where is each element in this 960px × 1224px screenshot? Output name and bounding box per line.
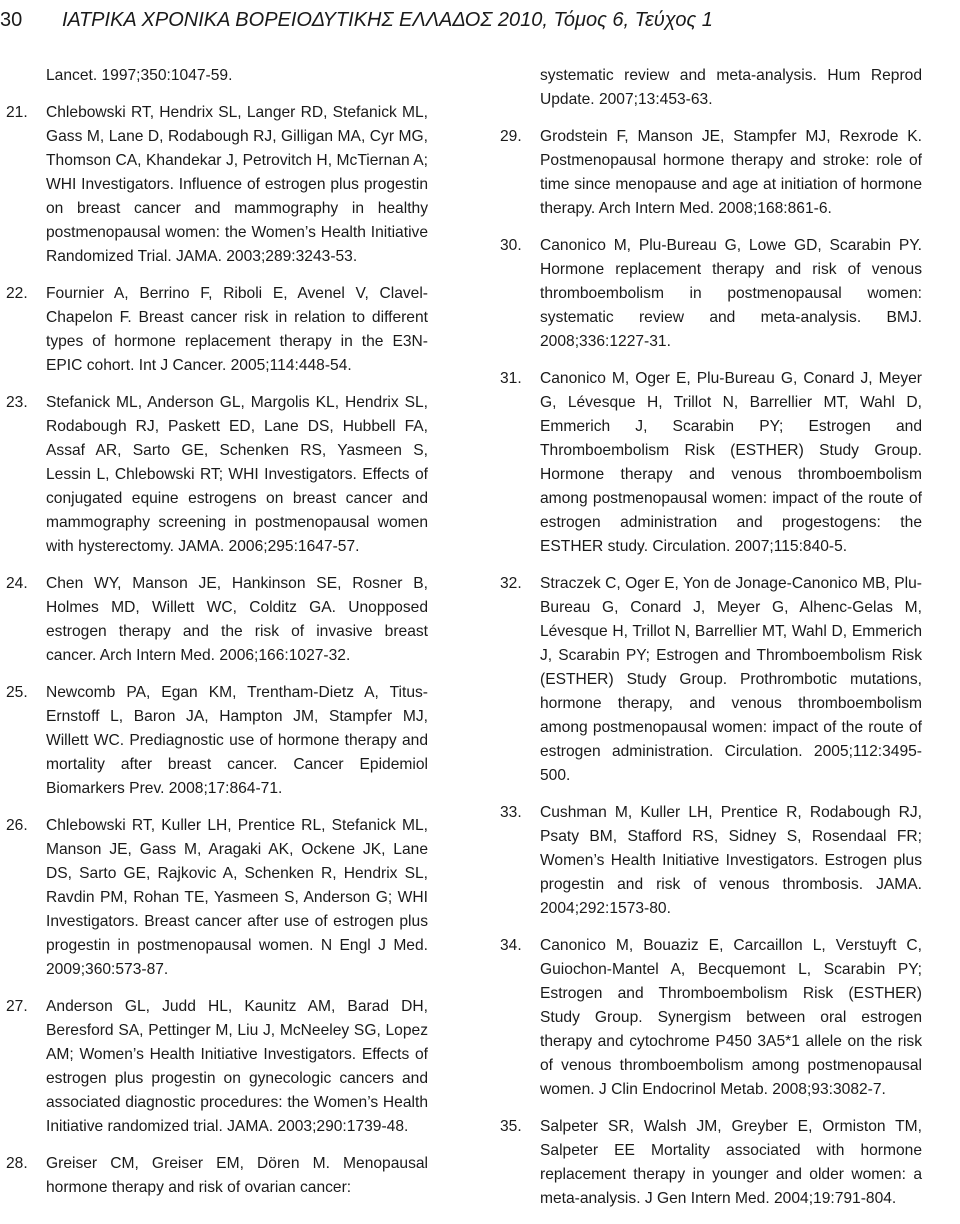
reference-text: Canonico M, Bouaziz E, Carcaillon L, Verstuyft C, Guiochon-Mantel A, Becquemont L, Scarabin PY; Estrogen and Thromboembolism Risk (ESTHER) Study Group. Synergism between oral estrogen therapy and cytochrome P450 3A5*1 allele on the risk of venous thromboembolism among postmenopausal women. J Clin Endocrinol Metab. 2008;93:3082-7. <box>540 937 922 1098</box>
reference-item <box>6 101 428 269</box>
reference-number: 28. <box>6 1155 28 1172</box>
reference-item <box>500 801 922 921</box>
reference-number: 23. <box>6 394 28 411</box>
reference-text: Lancet. 1997;350:1047-59. <box>46 67 233 84</box>
reference-item <box>500 572 922 788</box>
reference-number: 31. <box>500 370 522 387</box>
reference-item <box>6 391 428 559</box>
reference-item <box>500 1115 922 1211</box>
reference-text: Greiser CM, Greiser EM, Dören M. Menopausal hormone therapy and risk of ovarian cancer: <box>46 1155 428 1196</box>
reference-text: Stefanick ML, Anderson GL, Margolis KL, Hendrix SL, Rodabough RJ, Paskett ED, Lane DS, Hubbell FA, Assaf AR, Sarto GE, Schenken RS, Yasmeen S, Lessin L, Chlebowski RT; WHI Investigators. Effects of conjugated equine estrogens on breast cancer and mammography screening in postmenopausal women with hysterectomy. JAMA. 2006;295:1647-57. <box>46 394 428 555</box>
reference-number: 22. <box>6 285 28 302</box>
reference-number: 24. <box>6 575 28 592</box>
reference-text: Canonico M, Plu-Bureau G, Lowe GD, Scarabin PY. Hormone replacement therapy and risk of venous thromboembolism in postmenopausal women: systematic review and meta-analysis. BMJ. 2008;336:1227-31. <box>540 237 922 350</box>
page-header <box>0 0 960 44</box>
reference-text: Straczek C, Oger E, Yon de Jonage-Canonico MB, Plu-Bureau G, Conard J, Meyer G, Alhenc-Gelas M, Lévesque H, Trillot N, Barrellier MT, Wahl D, Emmerich J, Scarabin PY; Estrogen and Thromboembolism Risk (ESTHER) Study Group. Prothrombotic mutations, hormone therapy, and venous thromboembolism among postmenopausal women: impact of the route of estrogen administration. Circulation. 2005;112:3495-500. <box>540 575 922 784</box>
reference-item <box>500 934 922 1102</box>
journal-title: ΙΑΤΡΙΚΑ ΧΡΟΝΙΚΑ ΒΟΡΕΙΟΔΥΤΙΚΗΣ ΕΛΛΑΔΟΣ 2010, Τόμος 6, Τεύχος 1 <box>62 9 713 31</box>
reference-text: Canonico M, Oger E, Plu-Bureau G, Conard J, Meyer G, Lévesque H, Trillot N, Barrellier MT, Wahl D, Emmerich J, Scarabin PY; Estrogen and Thromboembolism Risk (ESTHER) Study Group. Hormone therapy and venous thromboembolism among postmenopausal women: impact of the route of estrogen administration and progestogens: the ESTHER study. Circulation. 2007;115:840-5. <box>540 370 922 555</box>
reference-text: Newcomb PA, Egan KM, Trentham-Dietz A, Titus-Ernstoff L, Baron JA, Hampton JM, Stampfer MJ, Willett WC. Prediagnostic use of hormone therapy and mortality after breast cancer. Cancer Epidemiol Biomarkers Prev. 2008;17:864-71. <box>46 684 428 797</box>
reference-text: Anderson GL, Judd HL, Kaunitz AM, Barad DH, Beresford SA, Pettinger M, Liu J, McNeeley SG, Lopez AM; Women’s Health Initiative Investigators. Effects of estrogen plus progestin on gynecologic cancers and associated diagnostic procedures: the Women’s Health Initiative randomized trial. JAMA. 2003;290:1739-48. <box>46 998 428 1135</box>
reference-number: 34. <box>500 937 522 954</box>
right-column <box>500 64 922 1224</box>
reference-text: Cushman M, Kuller LH, Prentice R, Rodabough RJ, Psaty BM, Stafford RS, Sidney S, Rosendaal FR; Women’s Health Initiative Investigators. Estrogen plus progestin and risk of venous thrombosis. JAMA. 2004;292:1573-80. <box>540 804 922 917</box>
reference-text: Chlebowski RT, Hendrix SL, Langer RD, Stefanick ML, Gass M, Lane D, Rodabough RJ, Gilligan MA, Cyr MG, Thomson CA, Khandekar J, Petrovitch H, McTiernan A; WHI Investigators. Influence of estrogen plus progestin on breast cancer and mammography in healthy postmenopausal women: the Women’s Health Initiative Randomized Trial. JAMA. 2003;289:3243-53. <box>46 104 428 265</box>
reference-text: Chen WY, Manson JE, Hankinson SE, Rosner B, Holmes MD, Willett WC, Colditz GA. Unopposed estrogen therapy and the risk of invasive breast cancer. Arch Intern Med. 2006;166:1027-32. <box>46 575 428 664</box>
reference-number: 29. <box>500 128 522 145</box>
reference-item <box>6 572 428 668</box>
left-column <box>6 64 428 1213</box>
reference-number: 25. <box>6 684 28 701</box>
reference-item <box>6 814 428 982</box>
reference-text: Grodstein F, Manson JE, Stampfer MJ, Rexrode K. Postmenopausal hormone therapy and stroke: role of time since menopause and age at initiation of hormone therapy. Arch Intern Med. 2008;168:861-6. <box>540 128 922 217</box>
reference-number: 33. <box>500 804 522 821</box>
reference-item <box>6 1152 428 1200</box>
reference-text: Chlebowski RT, Kuller LH, Prentice RL, Stefanick ML, Manson JE, Gass M, Aragaki AK, Ockene JK, Lane DS, Sarto GE, Rajkovic A, Schenken R, Hendrix SL, Ravdin PM, Rohan TE, Yasmeen S, Anderson G; WHI Investigators. Breast cancer after use of estrogen plus progestin in postmenopausal women. N Engl J Med. 2009;360:573-87. <box>46 817 428 978</box>
reference-number: 21. <box>6 104 28 121</box>
reference-number: 30. <box>500 237 522 254</box>
reference-item <box>6 64 428 88</box>
reference-item <box>6 995 428 1139</box>
reference-item <box>6 282 428 378</box>
reference-item <box>500 125 922 221</box>
reference-item <box>500 367 922 559</box>
reference-item <box>6 681 428 801</box>
reference-number: 35. <box>500 1118 522 1135</box>
reference-text: systematic review and meta-analysis. Hum Reprod Update. 2007;13:453-63. <box>540 67 922 108</box>
reference-text: Salpeter SR, Walsh JM, Greyber E, Ormiston TM, Salpeter EE Mortality associated with hormone replacement therapy in younger and older women: a meta-analysis. J Gen Intern Med. 2004;19:791-804. <box>540 1118 922 1207</box>
reference-item <box>500 234 922 354</box>
reference-item <box>500 64 922 112</box>
reference-text: Fournier A, Berrino F, Riboli E, Avenel V, Clavel-Chapelon F. Breast cancer risk in relation to different types of hormone replacement therapy in the E3N-EPIC cohort. Int J Cancer. 2005;114:448-54. <box>46 285 428 374</box>
reference-number: 26. <box>6 817 28 834</box>
reference-number: 32. <box>500 575 522 592</box>
page-number: 30 <box>0 9 23 31</box>
reference-number: 27. <box>6 998 28 1015</box>
